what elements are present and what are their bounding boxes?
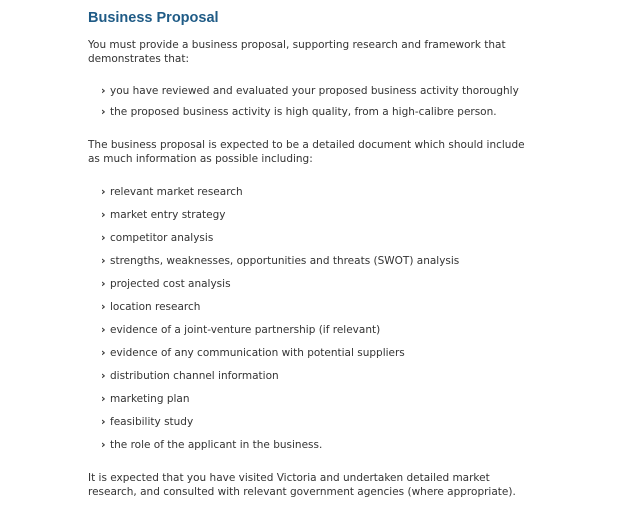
list-item <box>101 185 538 199</box>
list-item-text: feasibility study <box>110 416 194 428</box>
list-item-text: the proposed business activity is high quality, from a high-calibre person. <box>110 106 497 118</box>
chevron-right-icon: › <box>101 323 106 336</box>
intro-paragraph: You must provide a business proposal, supporting research and framework that demonstrates that: <box>88 39 506 65</box>
list-item <box>101 105 538 119</box>
list-item-text: relevant market research <box>110 186 243 198</box>
list-item <box>101 346 538 360</box>
list-item <box>101 254 538 268</box>
page-title: Business Proposal <box>88 10 219 26</box>
list-item-text: the role of the applicant in the business. <box>110 439 323 451</box>
proposal-contents-list <box>101 185 538 452</box>
list-item <box>101 231 538 245</box>
chevron-right-icon: › <box>101 185 106 198</box>
closing-paragraph: It is expected that you have visited Victoria and undertaken detailed market research, and consulted with relevant government agencies (where appropriate). <box>88 472 516 498</box>
list-item-text: distribution channel information <box>110 370 279 382</box>
chevron-right-icon: › <box>101 231 106 244</box>
main-content <box>88 10 538 499</box>
list-item <box>101 208 538 222</box>
chevron-right-icon: › <box>101 369 106 382</box>
chevron-right-icon: › <box>101 438 106 451</box>
list-item <box>101 438 538 452</box>
list-item-text: strengths, weaknesses, opportunities and threats (SWOT) analysis <box>110 255 460 267</box>
list-item <box>101 415 538 429</box>
list-item <box>101 277 538 291</box>
list-item <box>101 392 538 406</box>
chevron-right-icon: › <box>101 105 106 118</box>
chevron-right-icon: › <box>101 300 106 313</box>
list-item <box>101 84 538 98</box>
list-item-text: marketing plan <box>110 393 190 405</box>
list-item-text: you have reviewed and evaluated your proposed business activity thoroughly <box>110 85 519 97</box>
chevron-right-icon: › <box>101 208 106 221</box>
chevron-right-icon: › <box>101 415 106 428</box>
list-item-text: evidence of any communication with potential suppliers <box>110 347 405 359</box>
list-item-text: projected cost analysis <box>110 278 231 290</box>
list-item-text: location research <box>110 301 201 313</box>
proposal-description-paragraph: The business proposal is expected to be a detailed document which should include as much information as possible including: <box>88 139 525 165</box>
list-item <box>101 369 538 383</box>
requirements-list <box>101 84 538 119</box>
chevron-right-icon: › <box>101 346 106 359</box>
chevron-right-icon: › <box>101 254 106 267</box>
list-item <box>101 300 538 314</box>
chevron-right-icon: › <box>101 277 106 290</box>
list-item-text: competitor analysis <box>110 232 214 244</box>
chevron-right-icon: › <box>101 84 106 97</box>
list-item <box>101 323 538 337</box>
chevron-right-icon: › <box>101 392 106 405</box>
list-item-text: evidence of a joint-venture partnership (if relevant) <box>110 324 381 336</box>
list-item-text: market entry strategy <box>110 209 226 221</box>
